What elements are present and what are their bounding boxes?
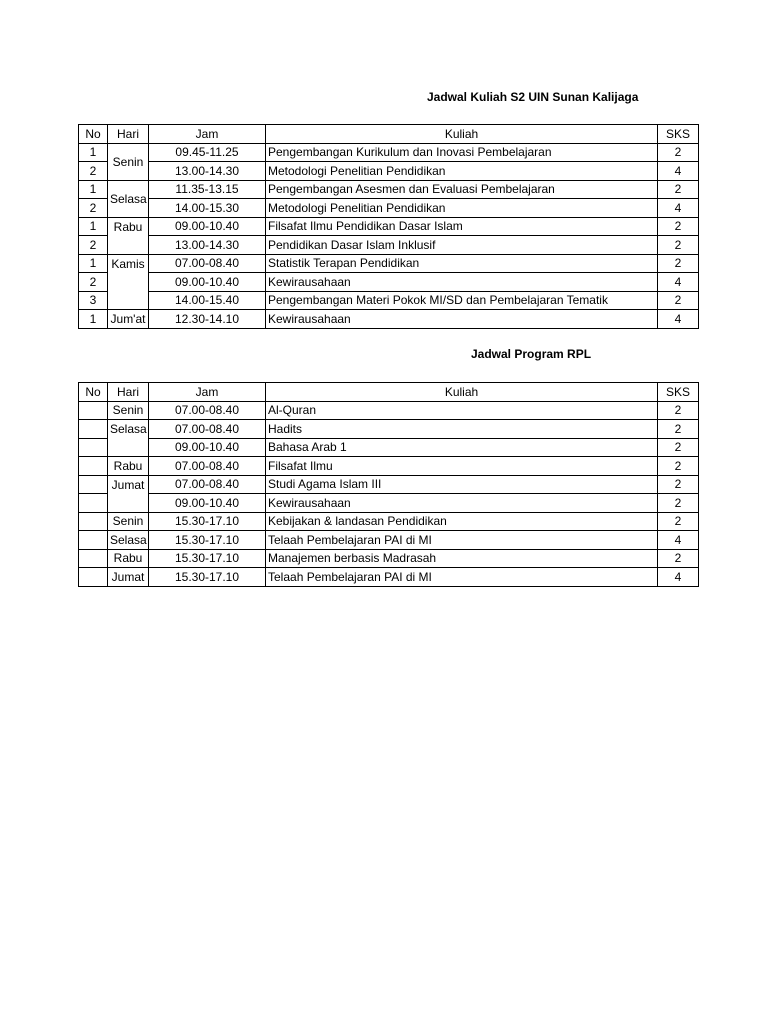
cell-no: 2 <box>79 199 108 218</box>
cell-jam: 09.00-10.40 <box>149 494 266 513</box>
cell-sks: 2 <box>658 236 699 255</box>
cell-kuliah: Kewirausahaan <box>266 494 658 513</box>
cell-no <box>79 549 108 568</box>
cell-sks: 2 <box>658 438 699 457</box>
cell-hari: Rabu <box>108 549 149 568</box>
table-row <box>79 291 699 310</box>
table-row <box>79 494 699 513</box>
cell-sks: 2 <box>658 512 699 531</box>
cell-kuliah: Hadits <box>266 420 658 439</box>
cell-kuliah: Pengembangan Materi Pokok MI/SD dan Pembelajaran Tematik <box>266 291 658 310</box>
cell-kuliah: Metodologi Penelitian Pendidikan <box>266 162 658 181</box>
cell-no <box>79 457 108 476</box>
header-hari: Hari <box>108 125 149 144</box>
cell-hari: Jum'at <box>108 310 149 329</box>
header-jam: Jam <box>149 125 266 144</box>
table1-title: Jadwal Kuliah S2 UIN Sunan Kalijaga <box>427 90 639 104</box>
cell-jam: 15.30-17.10 <box>149 531 266 550</box>
cell-sks: 4 <box>658 310 699 329</box>
table-row <box>79 438 699 457</box>
cell-jam: 09.00-10.40 <box>149 273 266 292</box>
cell-jam: 09.45-11.25 <box>149 143 266 162</box>
cell-hari: Rabu <box>108 457 149 476</box>
cell-kuliah: Kewirausahaan <box>266 273 658 292</box>
cell-kuliah: Manajemen berbasis Madrasah <box>266 549 658 568</box>
header-kuliah: Kuliah <box>266 125 658 144</box>
cell-kuliah: Pengembangan Kurikulum dan Inovasi Pembelajaran <box>266 143 658 162</box>
cell-jam: 07.00-08.40 <box>149 457 266 476</box>
cell-hari: Selasa <box>108 531 149 550</box>
cell-no: 1 <box>79 254 108 273</box>
cell-sks: 4 <box>658 162 699 181</box>
header-sks: SKS <box>658 383 699 402</box>
table-row <box>79 162 699 181</box>
cell-no <box>79 475 108 494</box>
cell-kuliah: Telaah Pembelajaran PAI di MI <box>266 568 658 587</box>
cell-jam: 07.00-08.40 <box>149 420 266 439</box>
table-row <box>79 568 699 587</box>
cell-jam: 13.00-14.30 <box>149 162 266 181</box>
cell-sks: 2 <box>658 143 699 162</box>
cell-sks: 2 <box>658 401 699 420</box>
cell-kuliah: Studi Agama Islam III <box>266 475 658 494</box>
cell-sks: 2 <box>658 420 699 439</box>
table-row <box>79 531 699 550</box>
cell-jam: 07.00-08.40 <box>149 401 266 420</box>
cell-hari <box>108 291 149 310</box>
cell-kuliah: Kewirausahaan <box>266 310 658 329</box>
cell-no <box>79 401 108 420</box>
table2-title: Jadwal Program RPL <box>471 347 592 361</box>
cell-hari: Jumat <box>108 475 149 494</box>
cell-hari <box>108 236 149 255</box>
table-row <box>79 199 699 218</box>
cell-sks: 4 <box>658 568 699 587</box>
cell-no <box>79 512 108 531</box>
cell-kuliah: Filsafat Ilmu <box>266 457 658 476</box>
cell-no: 2 <box>79 162 108 181</box>
cell-sks: 2 <box>658 475 699 494</box>
table-row <box>79 254 699 273</box>
cell-sks: 4 <box>658 199 699 218</box>
cell-jam: 07.00-08.40 <box>149 254 266 273</box>
table-header-row <box>79 125 699 144</box>
table-row <box>79 401 699 420</box>
header-kuliah: Kuliah <box>266 383 658 402</box>
cell-hari: Jumat <box>108 568 149 587</box>
cell-hari <box>108 273 149 292</box>
cell-no <box>79 420 108 439</box>
cell-hari <box>108 438 149 457</box>
cell-hari: Senin <box>108 401 149 420</box>
cell-sks: 2 <box>658 217 699 236</box>
cell-hari: Selasa <box>108 180 149 217</box>
cell-kuliah: Pengembangan Asesmen dan Evaluasi Pembelajaran <box>266 180 658 199</box>
cell-no <box>79 531 108 550</box>
cell-kuliah: Statistik Terapan Pendidikan <box>266 254 658 273</box>
cell-kuliah: Kebijakan & landasan Pendidikan <box>266 512 658 531</box>
table-row <box>79 310 699 329</box>
cell-jam: 14.00-15.30 <box>149 199 266 218</box>
cell-sks: 4 <box>658 273 699 292</box>
cell-kuliah: Bahasa Arab 1 <box>266 438 658 457</box>
table-row <box>79 273 699 292</box>
table-row <box>79 420 699 439</box>
cell-jam: 13.00-14.30 <box>149 236 266 255</box>
cell-sks: 2 <box>658 291 699 310</box>
table-row <box>79 180 699 199</box>
cell-jam: 15.30-17.10 <box>149 512 266 531</box>
cell-jam: 14.00-15.40 <box>149 291 266 310</box>
cell-no: 1 <box>79 180 108 199</box>
cell-jam: 11.35-13.15 <box>149 180 266 199</box>
header-sks: SKS <box>658 125 699 144</box>
cell-no: 1 <box>79 310 108 329</box>
cell-sks: 2 <box>658 180 699 199</box>
cell-sks: 2 <box>658 549 699 568</box>
cell-sks: 4 <box>658 531 699 550</box>
cell-hari <box>108 494 149 513</box>
table-row <box>79 475 699 494</box>
header-jam: Jam <box>149 383 266 402</box>
table-row <box>79 143 699 162</box>
cell-kuliah: Telaah Pembelajaran PAI di MI <box>266 531 658 550</box>
cell-no: 1 <box>79 217 108 236</box>
cell-kuliah: Metodologi Penelitian Pendidikan <box>266 199 658 218</box>
table-row <box>79 217 699 236</box>
cell-jam: 09.00-10.40 <box>149 217 266 236</box>
cell-hari: Selasa <box>108 420 149 439</box>
table-row <box>79 457 699 476</box>
cell-no <box>79 438 108 457</box>
cell-jam: 09.00-10.40 <box>149 438 266 457</box>
cell-sks: 2 <box>658 494 699 513</box>
header-no: No <box>79 383 108 402</box>
table-header-row <box>79 383 699 402</box>
cell-jam: 07.00-08.40 <box>149 475 266 494</box>
cell-kuliah: Filsafat Ilmu Pendidikan Dasar Islam <box>266 217 658 236</box>
cell-hari: Senin <box>108 143 149 180</box>
cell-jam: 15.30-17.10 <box>149 568 266 587</box>
schedule-table-rpl <box>78 382 699 587</box>
header-hari: Hari <box>108 383 149 402</box>
cell-jam: 15.30-17.10 <box>149 549 266 568</box>
cell-sks: 2 <box>658 254 699 273</box>
table-row <box>79 549 699 568</box>
cell-no <box>79 568 108 587</box>
cell-sks: 2 <box>658 457 699 476</box>
cell-no: 1 <box>79 143 108 162</box>
cell-no <box>79 494 108 513</box>
schedule-table-s2 <box>78 124 699 329</box>
header-no: No <box>79 125 108 144</box>
table-row <box>79 512 699 531</box>
cell-kuliah: Pendidikan Dasar Islam Inklusif <box>266 236 658 255</box>
cell-hari: Rabu <box>108 217 149 236</box>
cell-kuliah: Al-Quran <box>266 401 658 420</box>
cell-hari: Senin <box>108 512 149 531</box>
table-row <box>79 236 699 255</box>
cell-hari: Kamis <box>108 254 149 273</box>
cell-no: 3 <box>79 291 108 310</box>
cell-no: 2 <box>79 236 108 255</box>
cell-jam: 12.30-14.10 <box>149 310 266 329</box>
cell-no: 2 <box>79 273 108 292</box>
